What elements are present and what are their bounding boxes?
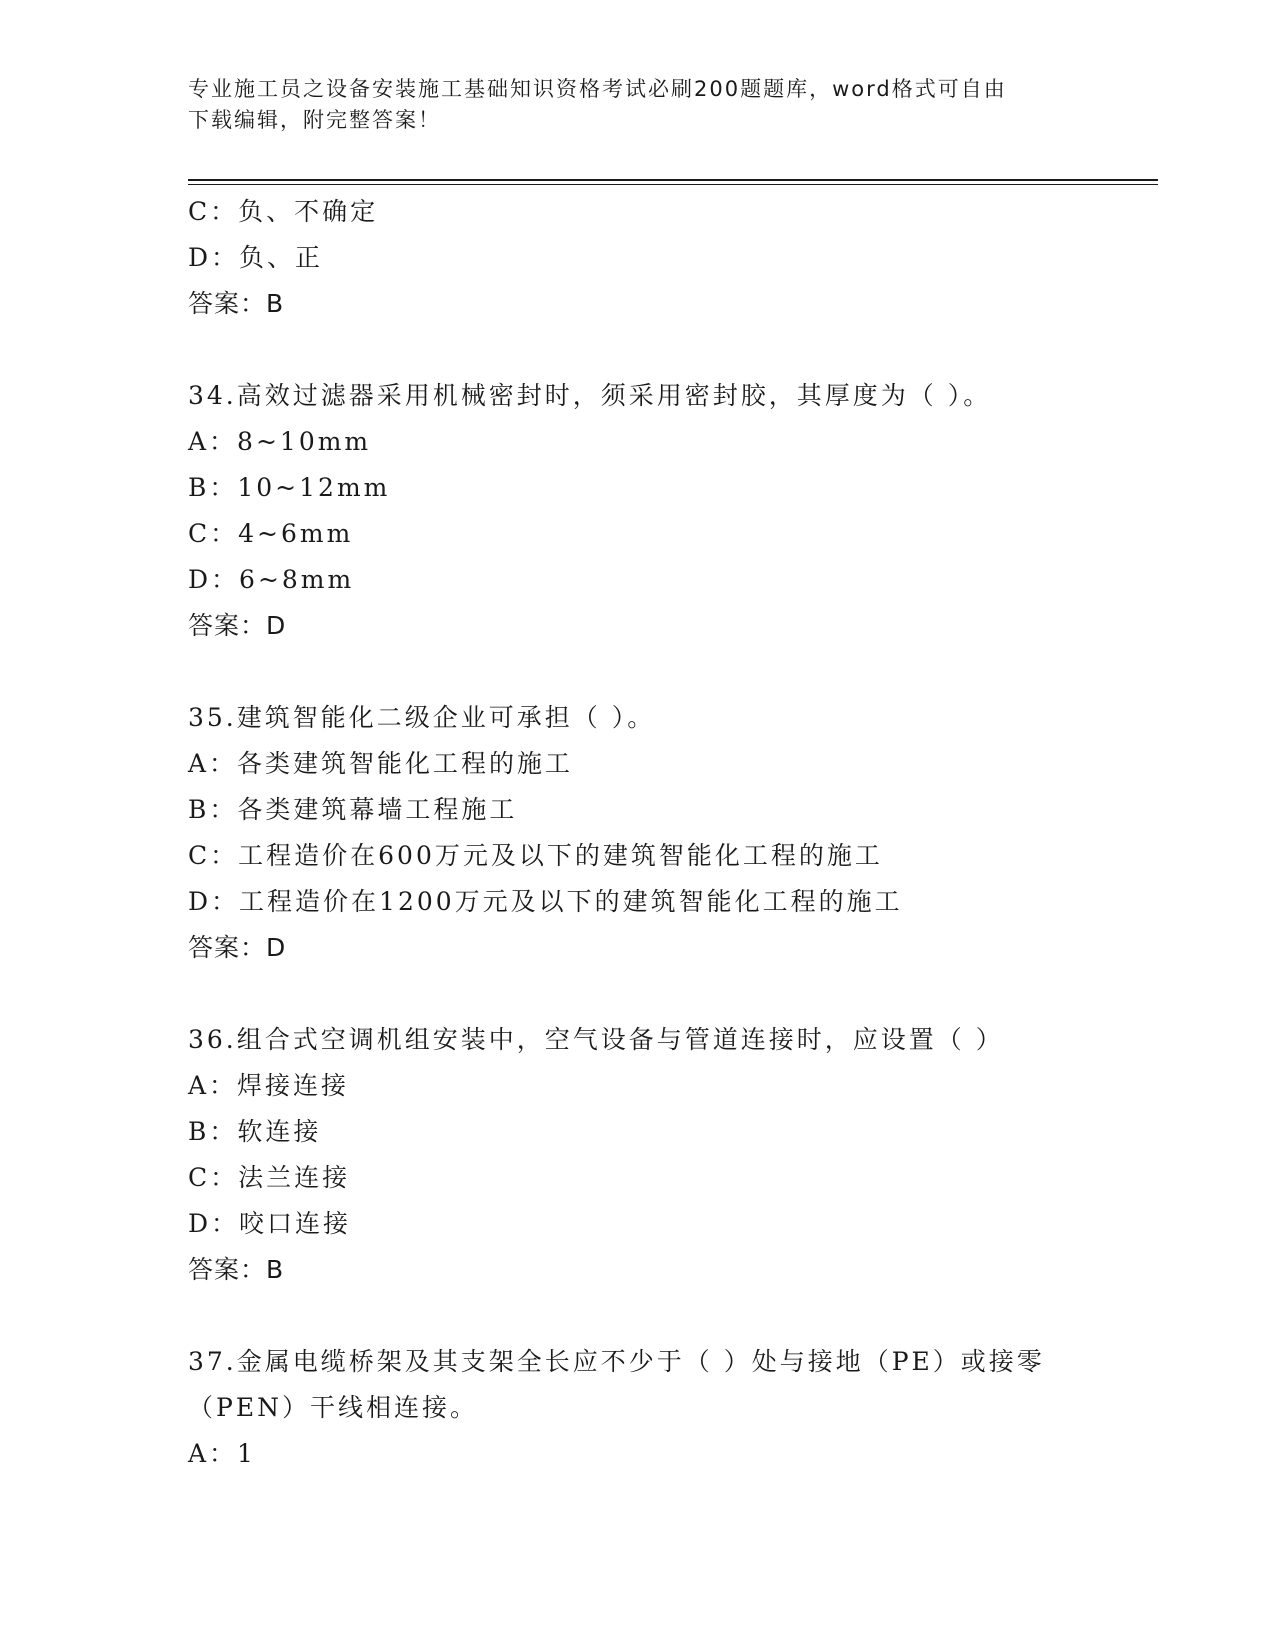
option-a: A：8~10mm [188,427,372,456]
spacer [188,327,1158,373]
question-35 [188,695,1158,971]
option-b: B：各类建筑幕墙工程施工 [188,795,518,824]
option-d: D：咬口连接 [188,1209,352,1238]
prev-option-c: C：负、不确定 [188,197,379,226]
option-c: C：法兰连接 [188,1163,351,1192]
header-title-line-2: 下载编辑，附完整答案！ [188,108,441,132]
answer: 答案：B [188,1255,285,1284]
question-34 [188,373,1158,649]
option-c: C：4~6mm [188,519,354,548]
option-d: D：工程造价在1200万元及以下的建筑智能化工程的施工 [188,887,903,916]
header-title-line-1: 专业施工员之设备安装施工基础知识资格考试必刷200题题库，word格式可自由 [188,77,1007,101]
question-stem: 35.建筑智能化二级企业可承担（ ）。 [188,703,656,732]
question-37 [188,1339,1158,1477]
question-content [188,189,1158,1477]
question-36 [188,1017,1158,1293]
spacer [188,971,1158,1017]
question-stem-line-1: 37.金属电缆桥架及其支架全长应不少于（ ）处与接地（PE）或接零 [188,1347,1045,1376]
option-d: D：6~8mm [188,565,355,594]
option-a: A：各类建筑智能化工程的施工 [188,749,574,778]
option-a: A：焊接连接 [188,1071,350,1100]
option-b: B：软连接 [188,1117,322,1146]
answer: 答案：D [188,933,287,962]
option-a: A：1 [188,1439,256,1468]
answer: 答案：D [188,611,287,640]
document-header [188,74,1088,136]
header-divider-thick [188,179,1158,181]
spacer [188,649,1158,695]
option-b: B：10~12mm [188,473,391,502]
spacer [188,1293,1158,1339]
option-c: C：工程造价在600万元及以下的建筑智能化工程的施工 [188,841,883,870]
question-stem: 34.高效过滤器采用机械密封时，须采用密封胶，其厚度为（ ）。 [188,381,992,410]
question-stem: 36.组合式空调机组安装中，空气设备与管道连接时，应设置（ ） [188,1025,1004,1054]
prev-answer: 答案：B [188,289,285,318]
prev-option-d: D：负、正 [188,243,324,272]
header-divider-thin [188,184,1158,185]
question-stem-line-2: （PEN）干线相连接。 [188,1393,478,1422]
